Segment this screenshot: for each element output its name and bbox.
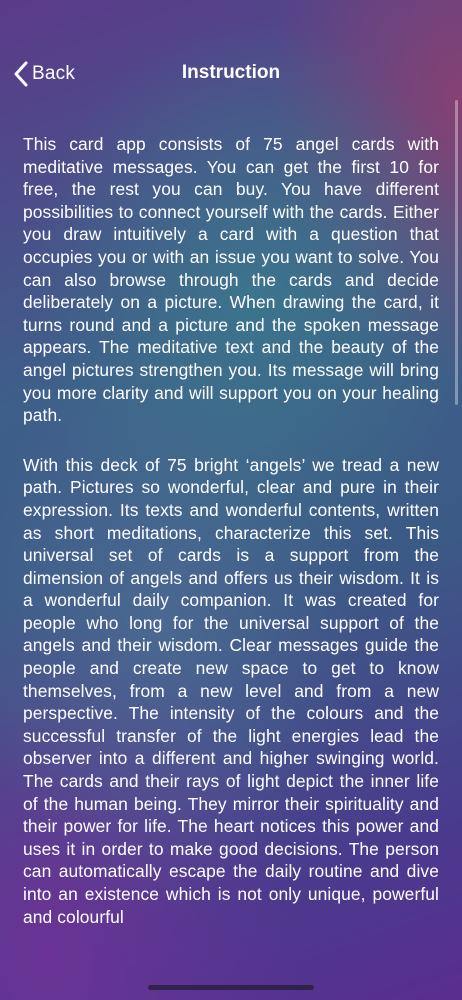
scrollbar[interactable] [455,100,458,405]
home-indicator[interactable] [148,985,314,990]
page-title: Instruction [181,62,281,83]
navigation-bar [0,0,462,120]
instruction-text-area[interactable] [23,133,439,960]
instruction-paragraph: With this deck of 75 bright ‘angels’ we tread a new path. Pictures so wonderful, clear and pure in their expression. Its texts and wonderful contents, written as short meditations, characterize this set. This universal set of cards is a support from the dimension of angels and offers us their wisdom. It is a wonderful daily companion. It was created for people who long for the universal support of the angels and their wisdom. Clear messages guide the people and create new space to get to know themselves, from a new level and from a new perspective. The intensity of the colours and the successful transfer of the light energies lead the observer into a different and higher swinging world. The cards and their rays of light depict the inner life of the human being. They mirror their spirituality and their power for life. The heart notices this power and uses it in order to make good decisions. The person can automatically escape the daily routine and dive into an existence which is not only unique, powerful and colourful [23,454,439,927]
back-label: Back [32,63,76,84]
instruction-paragraph: This card app consists of 75 angel cards with meditative messages. You can get the first 10 for free, the rest you can buy. You have different possibilities to connect yourself with the cards. Either you draw intuitively a card with a question that occupies you or with an issue you want to solve. You can also browse through the cards and decide deliberately on a picture. When drawing the card, it turns round and a picture and the spoken message appears. The meditative text and the beauty of the angel pictures strengthen you. Its message will bring you more clarity and will support you on your healing path. [23,134,439,426]
